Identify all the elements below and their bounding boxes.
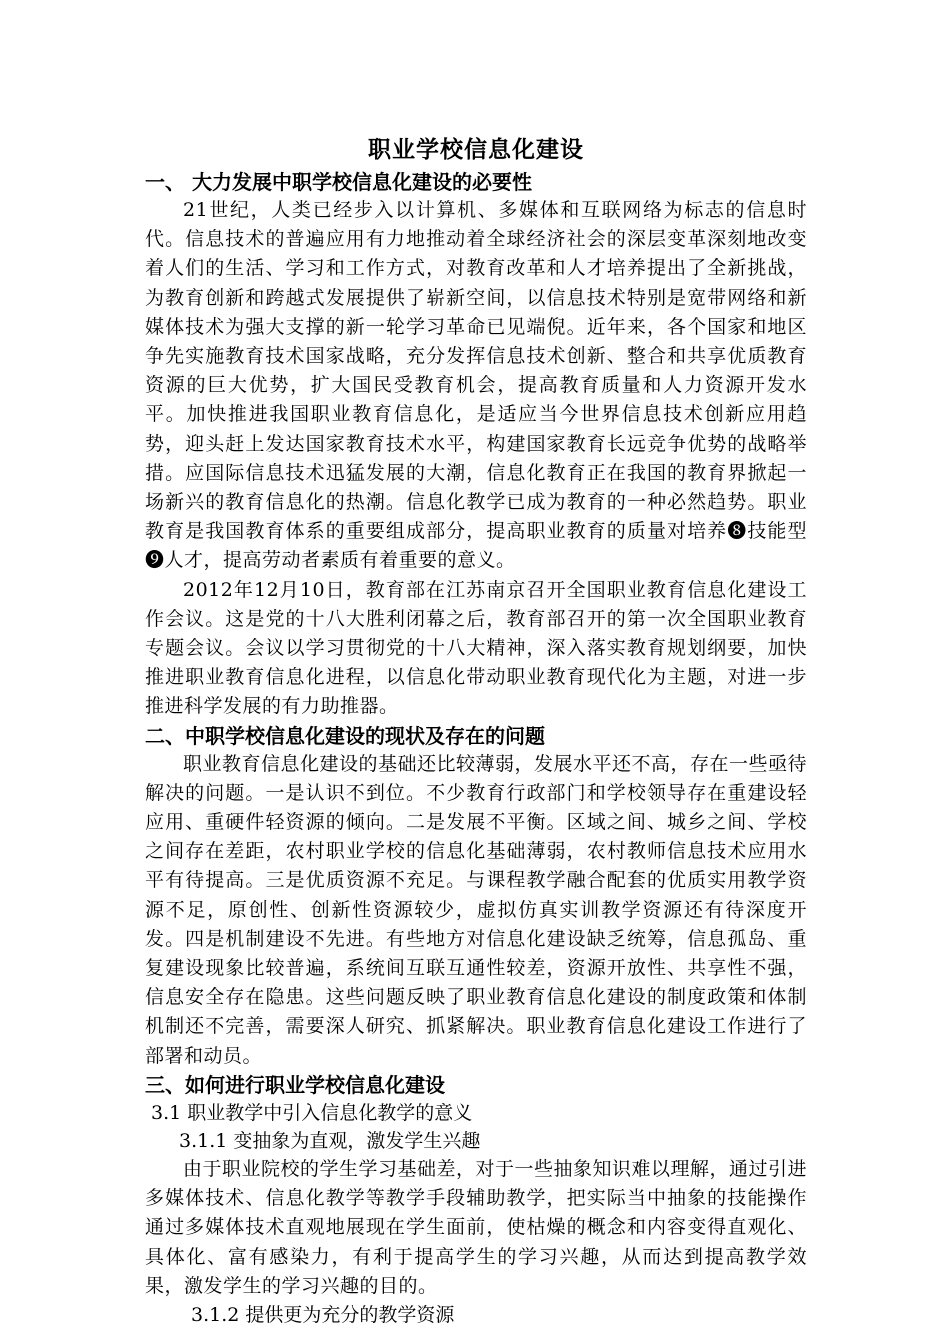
section-2-paragraph-1: 职业教育信息化建设的基础还比较薄弱，发展水平还不高，存在一些亟待解决的问题。一是认识不到位。不少教育行政部门和学校领导存在重建设轻应用、重硬件轻资源的倾向。二是发展不平衡。区域之间、城乡之间、学校之间存在差距，农村职业学校的信息化基础薄弱，农村教师信息技术应用水平有待提高。三是优质资源不充足。与课程教学融合配套的优质实用教学资源不足，原创性、创新性资源较少，虚拟仿真实训教学资源还有待深度开发。四是机制建设不先进。有些地方对信息化建设缺乏统筹，信息孤岛、重复建设现象比较普遍，系统间互联互通性较差，资源开放性、共享性不强，信息安全存在隐患。这些问题反映了职业教育信息化建设的制度政策和体制机制还不完善，需要深人研究、抓紧解决。职业教育信息化建设工作进行了部署和动员。 <box>145 752 808 1067</box>
subsection-3-1-heading: 3.1 职业教学中引入信息化教学的意义 <box>151 1101 473 1124</box>
section-1-paragraph-2: 2012年12月10日，教育部在江苏南京召开全国职业教育信息化建设工作会议。这是党的十八大胜利闭幕之后，教育部召开的第一次全国职业教育专题会议。会议以学习贯彻党的十八大精神，深入落实教育规划纲要，加快推进职业教育信息化进程，以信息化带动职业教育现代化为主题，对进一步推进科学发展的有力助推器。 <box>145 578 807 718</box>
subsection-3-1-2-heading: 3.1.2 提供更为充分的教学资源 <box>191 1303 455 1326</box>
document-content <box>145 132 807 1329</box>
section-heading-2: 二、中职学校信息化建设的现状及存在的问题 <box>145 723 545 748</box>
section-heading-1: 一、 大力发展中职学校信息化建设的必要性 <box>145 170 532 194</box>
section-3-paragraph-1: 由于职业院校的学生学习基础差，对于一些抽象知识难以理解，通过引进多媒体技术、信息化教学等教学手段辅助教学，把实际当中抽象的技能操作通过多媒体技术直观地展现在学生面前，使枯燥的概念和内容变得直观化、具体化、富有感染力，有利于提高学生的学习兴趣，从而达到提高教学效果，激发学生的学习兴趣的目的。 <box>145 1157 808 1297</box>
section-1-paragraph-1: 21世纪，人类已经步入以计算机、多媒体和互联网络为标志的信息时代。信息技术的普遍应用有力地推动着全球经济社会的深层变革深刻地改变着人们的生活、学习和工作方式，对教育改革和人才培养提出了全新挑战，为教育创新和跨越式发展提供了崭新空间，以信息技术特别是宽带网络和新媒体技术为强大支撑的新一轮学习革命已见端倪。近年来，各个国家和地区争先实施教育技术国家战略，充分发挥信息技术创新、整合和共享优质教育资源的巨大优势，扩大国民受教育机会，提高教育质量和人力资源开发水平。加快推进我国职业教育信息化，是适应当今世界信息技术创新应用趋势，迎头赶上发达国家教育技术水平，构建国家教育长远竞争优势的战略举措。应国际信息技术迅猛发展的大潮，信息化教育正在我国的教育界掀起一场新兴的教育信息化的热潮。信息化教学已成为教育的一种必然趋势。职业教育是我国教育体系的重要组成部分，提高职业教育的质量对培养❽技能型❾人才，提高劳动者素质有着重要的意义。 <box>145 199 807 572</box>
subsection-3-1-1-heading: 3.1.1 变抽象为直观，激发学生兴趣 <box>179 1129 481 1152</box>
section-heading-3: 三、如何进行职业学校信息化建设 <box>145 1072 445 1097</box>
document-title: 职业学校信息化建设 <box>368 136 584 163</box>
